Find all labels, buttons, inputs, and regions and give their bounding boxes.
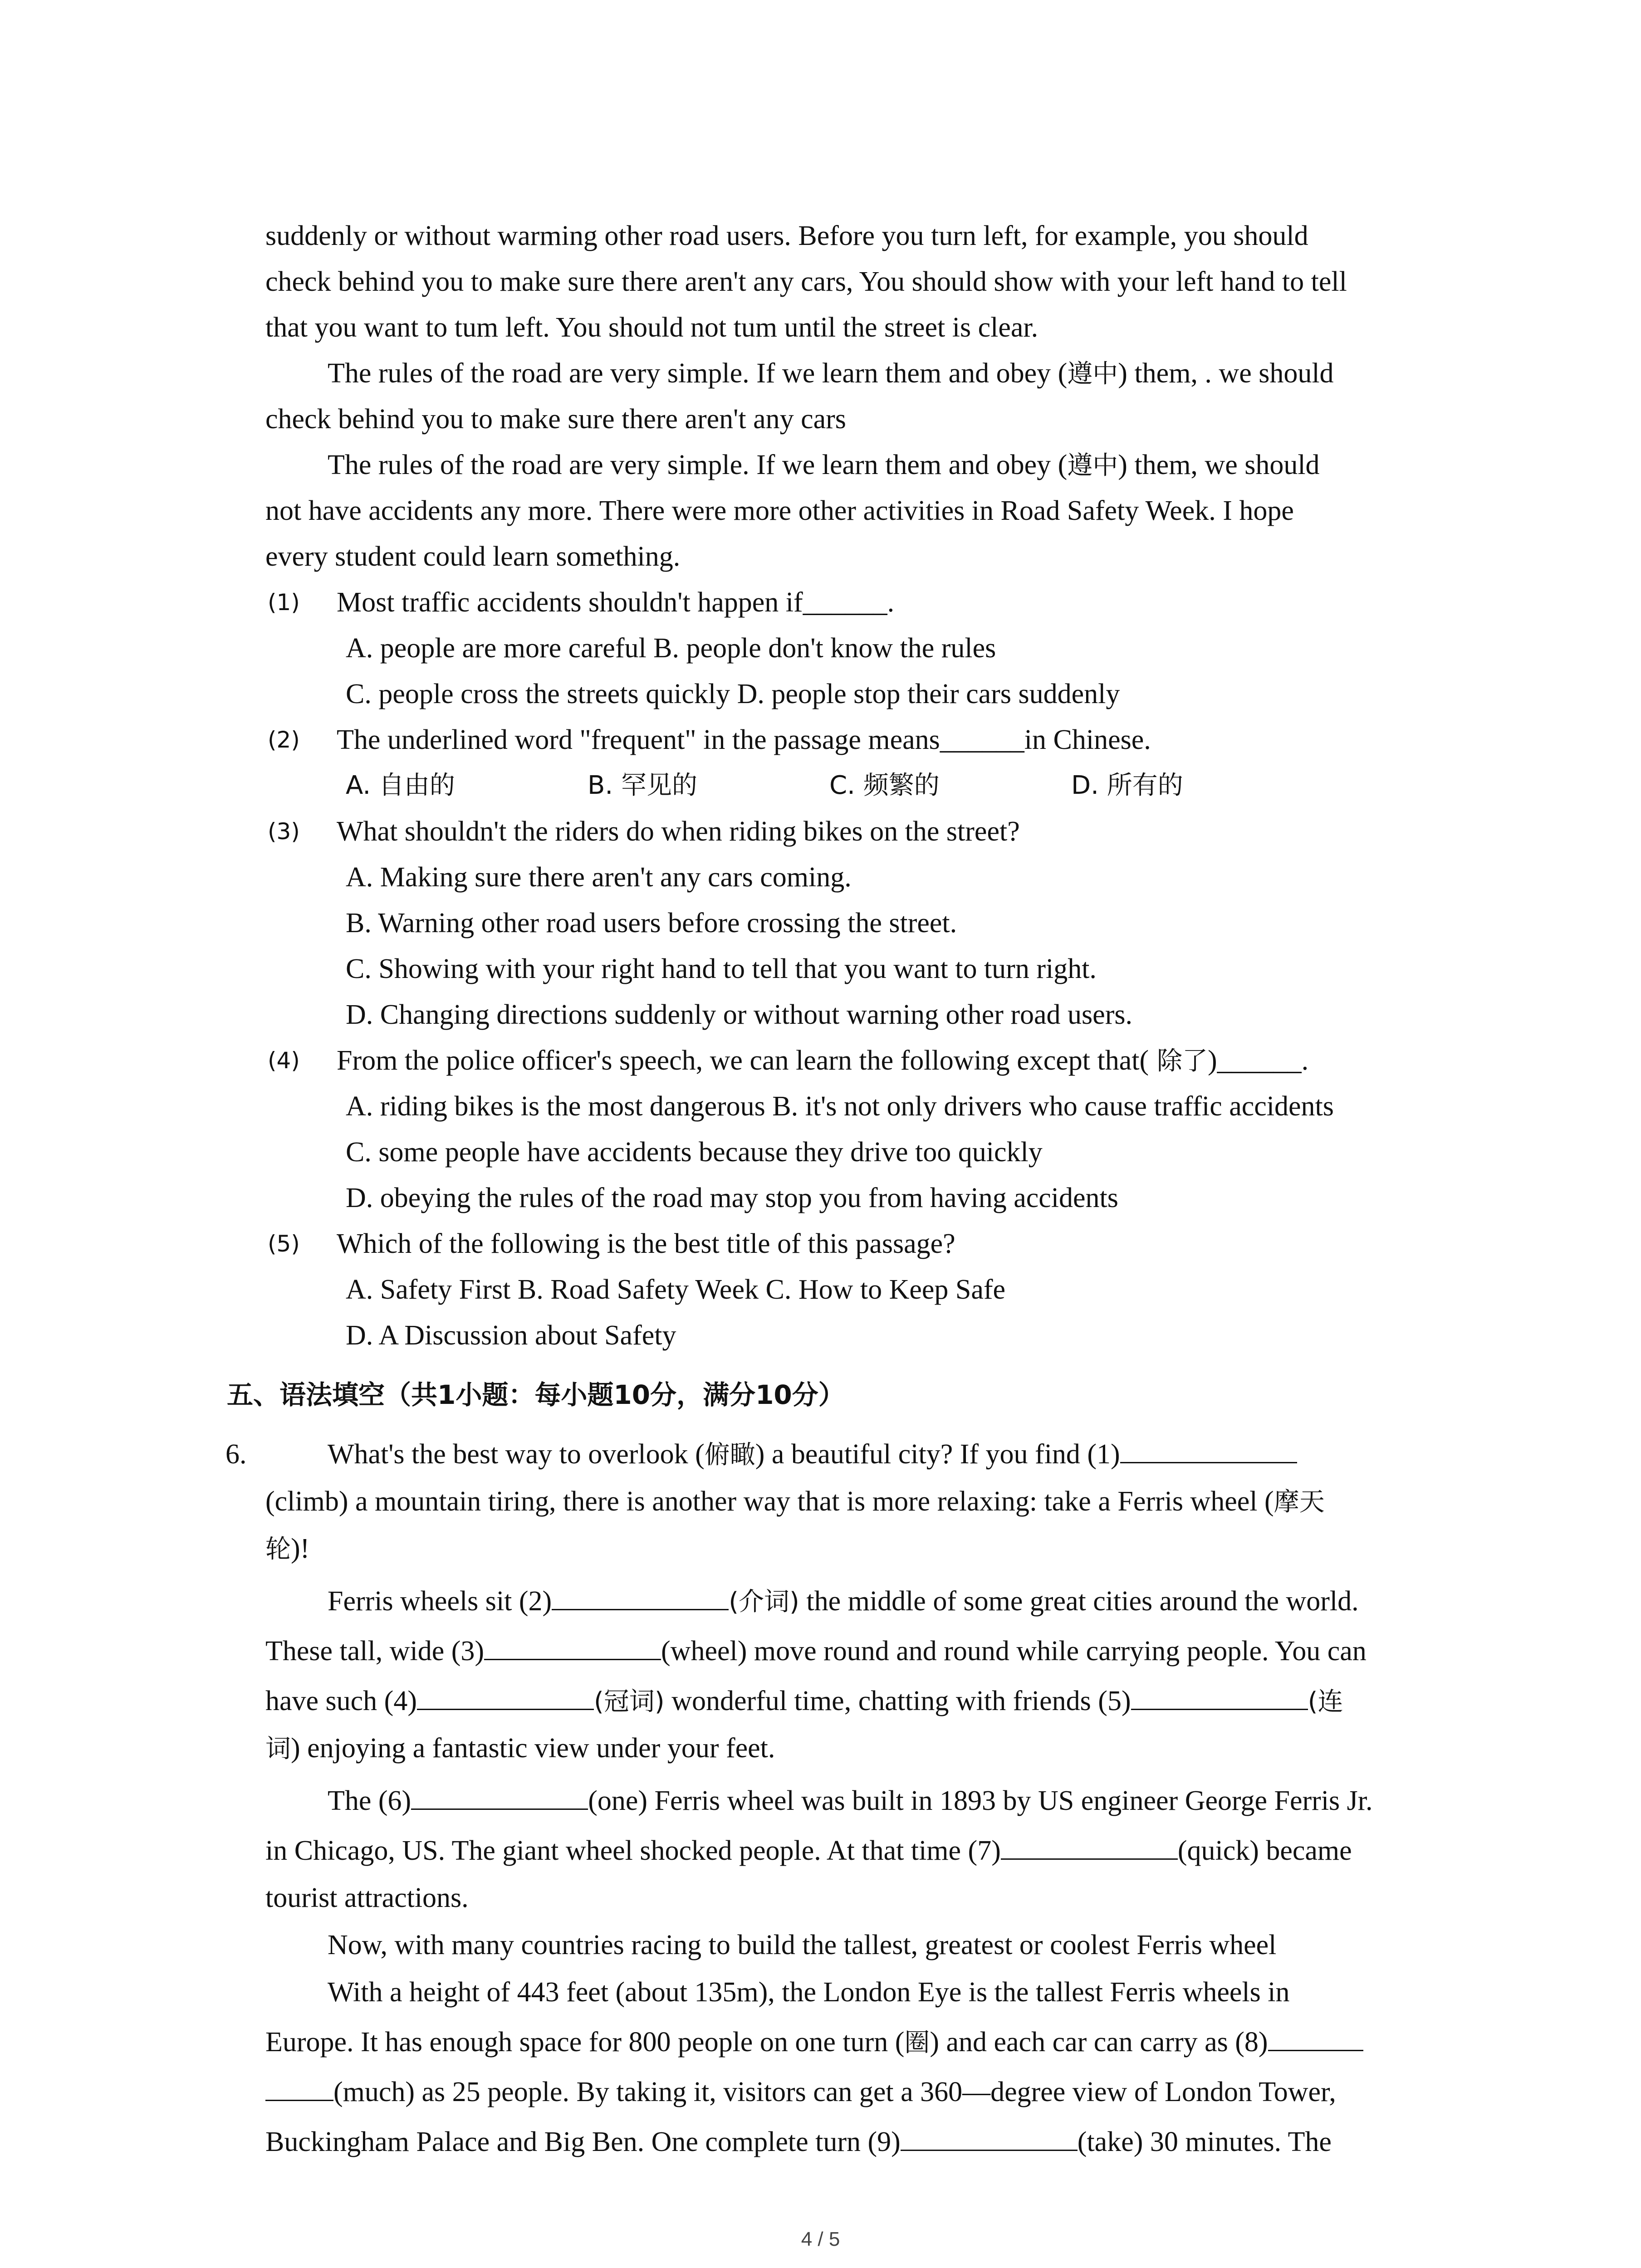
blank-9[interactable] <box>901 2123 1078 2151</box>
option-line: A. Making sure there aren't any cars coming. <box>346 862 852 893</box>
option-line: A. Safety First B. Road Safety Week C. How to Keep Safe <box>346 1274 1006 1305</box>
option-line: D. Changing directions suddenly or without warning other road users. <box>346 999 1132 1030</box>
question-number: 6. <box>225 1439 247 1470</box>
option-d: D. 所有的 <box>1071 771 1183 800</box>
blank-5[interactable] <box>1131 1682 1308 1710</box>
passage-line-3: that you want to tum left. You should not tum until the street is clear. <box>265 312 1038 343</box>
option-line: A. riding bikes is the most dangerous B. it's not only drivers who cause traffic accidents <box>346 1091 1334 1122</box>
question-text: From the police officer's speech, we can learn the following except that( 除了)______. <box>337 1045 1309 1076</box>
grammar-line-12: With a height of 443 feet (about 135m), the London Eye is the tallest Ferris wheels in <box>328 1977 1290 2008</box>
grammar-line-11: Now, with many countries racing to build the tallest, greatest or coolest Ferris wheel <box>328 1930 1277 1960</box>
grammar-line-5: These tall, wide (3) (wheel) move round and round while carrying people. You can <box>265 1628 1367 1674</box>
question-text: Which of the following is the best title of this passage? <box>337 1228 955 1259</box>
question-text: What shouldn't the riders do when riding bikes on the street? <box>337 816 1020 847</box>
grammar-line-14: (much) as 25 people. By taking it, visitors can get a 360—degree view of London Tower, <box>265 2069 1336 2115</box>
blank-3[interactable] <box>484 1633 661 1660</box>
option-b: B. 罕见的 <box>588 771 698 800</box>
blank-7[interactable] <box>1001 1832 1178 1860</box>
passage-line-1: suddenly or without warming other road users. Before you turn left, for example, you should <box>265 220 1308 251</box>
grammar-line-9: in Chicago, US. The giant wheel shocked people. At that time (7) (quick) became <box>265 1828 1352 1873</box>
option-line: C. Showing with your right hand to tell that you want to turn right. <box>346 953 1097 984</box>
question-number: (3) <box>268 818 300 845</box>
blank-6[interactable] <box>411 1782 588 1810</box>
question-number: (2) <box>268 727 300 753</box>
option-line: D. obeying the rules of the road may stop you from having accidents <box>346 1183 1118 1213</box>
blank-4[interactable] <box>417 1682 594 1710</box>
option-a: A. 自由的 <box>346 771 455 800</box>
blank-8-continued[interactable] <box>265 2073 333 2101</box>
passage-line-2: check behind you to make sure there aren't any cars, You should show with your left hand to tell <box>265 266 1347 297</box>
blank-2[interactable] <box>552 1583 729 1610</box>
question-number: (4) <box>268 1047 300 1074</box>
grammar-line-1: What's the best way to overlook (俯瞰) a beautiful city? If you find (1) <box>328 1432 1297 1478</box>
grammar-line-2: (climb) a mountain tiring, there is another way that is more relaxing: take a Ferris wheel (摩天 <box>265 1486 1325 1517</box>
blank-1[interactable] <box>1120 1436 1297 1463</box>
grammar-line-13: Europe. It has enough space for 800 people on one turn (圈) and each car can carry as (8) <box>265 2019 1363 2066</box>
grammar-line-8: The (6) (one) Ferris wheel was built in 1893 by US engineer George Ferris Jr. <box>328 1778 1373 1823</box>
question-number: (5) <box>268 1231 300 1257</box>
passage-line-5: check behind you to make sure there aren't any cars <box>265 404 846 435</box>
grammar-line-7: 词) enjoying a fantastic view under your feet. <box>265 1733 775 1764</box>
grammar-line-15: Buckingham Palace and Big Ben. One complete turn (9) (take) 30 minutes. The <box>265 2119 1332 2165</box>
question-text: The underlined word "frequent" in the passage means______in Chinese. <box>337 724 1151 755</box>
grammar-line-10: tourist attractions. <box>265 1882 469 1913</box>
option-line: C. some people have accidents because they drive too quickly <box>346 1137 1043 1168</box>
passage-line-6: The rules of the road are very simple. If we learn them and obey (遵中) them, we should <box>328 450 1320 480</box>
grammar-line-3: 轮)! <box>265 1533 310 1564</box>
question-number: (1) <box>268 589 300 616</box>
question-text: Most traffic accidents shouldn't happen if______. <box>337 587 895 618</box>
grammar-line-4: Ferris wheels sit (2) (介词) the middle of some great cities around the world. <box>328 1579 1359 1625</box>
page-number: 4 / 5 <box>801 2228 840 2250</box>
option-line: C. people cross the streets quickly D. people stop their cars suddenly <box>346 679 1120 709</box>
section-heading: 五、语法填空（共1小题：每小题10分，满分10分） <box>227 1379 845 1410</box>
grammar-line-6: have such (4) (冠词) wonderful time, chatting with friends (5) (连 <box>265 1678 1343 1725</box>
passage-line-8: every student could learn something. <box>265 541 681 572</box>
option-c: C. 频繁的 <box>829 771 940 800</box>
blank-8[interactable] <box>1268 2024 1363 2051</box>
option-line: A. people are more careful B. people don't know the rules <box>346 633 996 664</box>
option-line: B. Warning other road users before crossing the street. <box>346 908 957 938</box>
passage-line-7: not have accidents any more. There were more other activities in Road Safety Week. I hope <box>265 495 1294 526</box>
passage-line-4: The rules of the road are very simple. If we learn them and obey (遵中) them, . we should <box>328 358 1334 389</box>
option-line: D. A Discussion about Safety <box>346 1320 676 1351</box>
